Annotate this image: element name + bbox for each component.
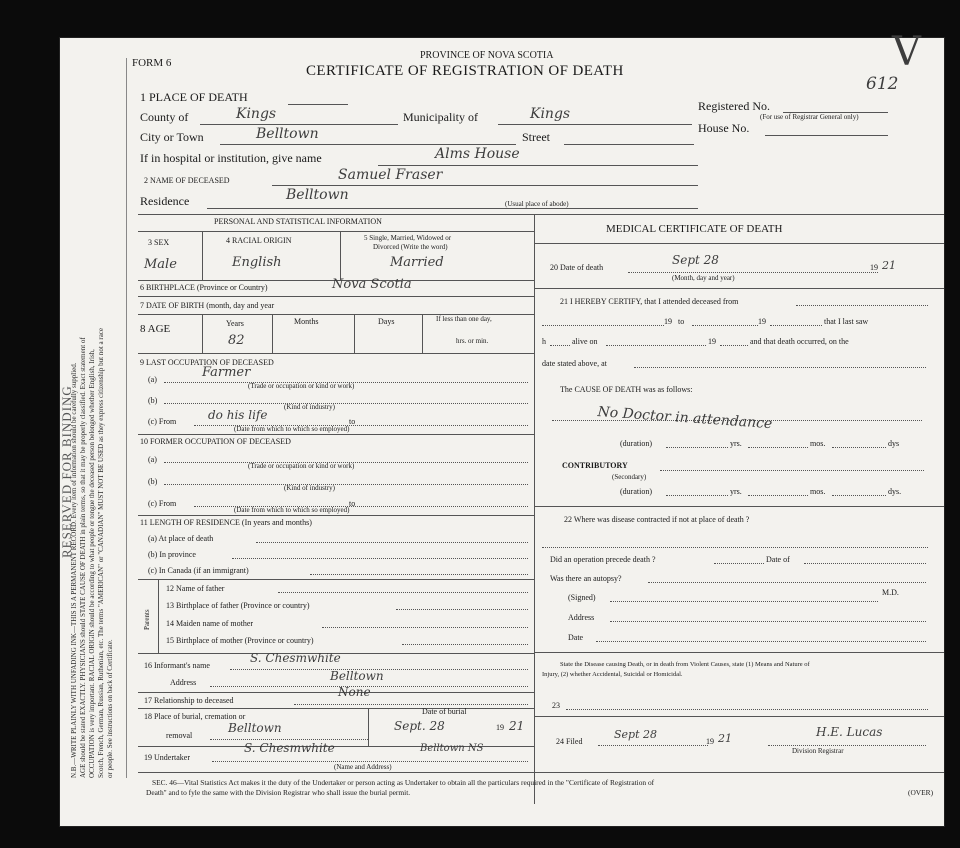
days-label: Days xyxy=(378,317,395,326)
death-certificate xyxy=(59,29,944,826)
check-mark: V xyxy=(892,29,921,75)
autopsy-label: Was there an autopsy? xyxy=(550,574,622,583)
place-line xyxy=(288,104,348,105)
q23-line xyxy=(566,709,928,710)
rule-main xyxy=(138,214,944,215)
sidebar-line-2: AGE should be stated EXACTLY. PHYSICIANS should STATE CAUSE OF DEATH in plain terms, so that it may be properly classified. Exact statement of xyxy=(79,337,87,778)
municipality-value: Kings xyxy=(530,106,571,122)
date-of-line xyxy=(804,563,926,564)
med-address-line xyxy=(610,621,926,622)
rule-q23 xyxy=(534,716,944,717)
rule-medical xyxy=(534,243,944,244)
operation-label: Did an operation precede death ? xyxy=(550,555,656,564)
marital-value: Married xyxy=(390,255,444,270)
mother-bp-line xyxy=(402,644,528,645)
alive-year-line xyxy=(720,345,748,346)
binding-edge xyxy=(126,58,127,778)
focc-b-line xyxy=(164,484,528,485)
cause-value: No Doctor in attendance xyxy=(596,404,773,433)
name-value: Samuel Fraser xyxy=(338,167,443,183)
occ-industry-note: (Kind of industry) xyxy=(284,403,335,411)
house-line xyxy=(765,135,888,136)
focc-employed-note: (Date from which to which so employed) xyxy=(234,506,350,514)
footer-line-2: Death" and to fyle the same with the Division Registrar who shall issue the burial permit. xyxy=(146,788,411,797)
certify-line-2b xyxy=(692,325,758,326)
in-province-line xyxy=(232,558,528,559)
birthplace-value: Nova Scotia xyxy=(332,277,412,292)
burial-place-line xyxy=(210,739,368,740)
rule-personal xyxy=(138,231,534,232)
date-death-year: 21 xyxy=(882,259,896,272)
maiden-line xyxy=(322,627,528,628)
rule-informant xyxy=(138,692,534,693)
rule-footer xyxy=(138,772,944,773)
med-date-label: Date xyxy=(568,633,584,642)
sidebar-line-5: or people. See instructions on back of Certificate. xyxy=(106,639,114,778)
rule-date-death xyxy=(534,288,944,289)
city-line xyxy=(220,144,516,145)
state-note-2: Injury, (2) whether Accidental, Suicidal or Homicidal. xyxy=(542,671,683,678)
sex-value: Male xyxy=(144,257,177,272)
burial-place-value: Belltown xyxy=(228,721,282,735)
county-value: Kings xyxy=(236,106,277,122)
burial-place-label-1: 18 Place of burial, cremation or xyxy=(144,712,246,721)
sex-divider xyxy=(202,231,203,280)
contributory-label: CONTRIBUTORY xyxy=(562,461,628,470)
form-number: FORM 6 xyxy=(132,57,172,69)
contributory-line xyxy=(660,470,924,471)
name-line xyxy=(272,185,698,186)
maiden-name-label: 14 Maiden name of mother xyxy=(166,619,254,628)
street-label: Street xyxy=(522,130,550,144)
relationship-line xyxy=(294,704,528,705)
father-birthplace-label: 13 Birthplace of father (Province or country) xyxy=(166,601,310,610)
registered-note: (For use of Registrar General only) xyxy=(760,113,859,121)
municipality-line xyxy=(498,124,692,125)
alive-on-line xyxy=(606,345,706,346)
residence-value: Belltown xyxy=(286,187,349,203)
marital-label-2: Divorced (Write the word) xyxy=(373,243,448,251)
med-date-line xyxy=(596,641,926,642)
racial-value: English xyxy=(232,255,282,270)
last-occupation-label: 9 LAST OCCUPATION OF DECEASED xyxy=(140,358,274,367)
date-of-label: Date of xyxy=(766,555,790,564)
focc-trade-note: (Trade or occupation or kind or work) xyxy=(248,462,355,470)
yrs-line-1 xyxy=(748,447,808,448)
filed-date-value: Sept 28 xyxy=(614,728,658,741)
q23-label: 23 xyxy=(552,701,560,710)
undertaker-line xyxy=(212,761,528,762)
certificate-title: CERTIFICATE OF REGISTRATION OF DEATH xyxy=(306,63,624,79)
age-divider-2 xyxy=(272,314,273,353)
age-divider-1 xyxy=(202,314,203,353)
place-of-death-label: 1 PLACE OF DEATH xyxy=(140,90,248,104)
months-label: Months xyxy=(294,317,319,326)
footer-line-1: SEC. 46—Vital Statistics Act makes it the duty of the Undertaker or person acting as Undertaker to obtain all the particulars required in the "Certificate of Registration of xyxy=(152,778,655,787)
relationship-label: 17 Relationship to deceased xyxy=(144,696,234,705)
focc-industry-note: (Kind of industry) xyxy=(284,484,335,492)
cause-intro-label: The CAUSE OF DEATH was as follows: xyxy=(560,385,693,394)
certify-19-b: 19 xyxy=(758,317,766,326)
signed-label: (Signed) xyxy=(568,593,596,602)
at-place-label: (a) At place of death xyxy=(148,534,214,543)
yrs-label-2: yrs. xyxy=(730,487,742,496)
date-stated-line xyxy=(634,367,926,368)
filed-label: 24 Filed xyxy=(556,737,583,746)
reserved-binding-label: RESERVED FOR BINDING xyxy=(59,385,74,558)
occ-a: (a) xyxy=(148,375,157,384)
md-label: M.D. xyxy=(882,588,899,597)
burial-date-value: Sept. 28 xyxy=(394,719,445,733)
sidebar-line-3: OCCUPATION is very important. RACIAL ORIGIN should be according to what people or tongue the deceased person belonged whether English, Irish, xyxy=(88,349,96,778)
filed-19: 19 xyxy=(706,737,714,746)
undertaker-label: 19 Undertaker xyxy=(144,753,190,762)
date-death-19: 19 xyxy=(870,263,878,272)
alive-on-label: alive on xyxy=(572,337,598,346)
signed-line xyxy=(610,601,878,602)
duration-label-2: (duration) xyxy=(620,487,652,496)
hospital-value: Alms House xyxy=(435,146,520,162)
duration-label-1: (duration) xyxy=(620,439,652,448)
age-years-value: 82 xyxy=(228,333,245,348)
sex-label: 3 SEX xyxy=(148,238,170,247)
burial-year-value: 21 xyxy=(509,719,525,733)
rule-cause xyxy=(534,506,944,507)
rule-occ xyxy=(138,434,534,435)
city-label: City or Town xyxy=(140,130,204,144)
registered-label: Registered No. xyxy=(698,99,770,113)
less-than-day-2: hrs. or min. xyxy=(456,337,489,345)
mos-label-2: mos. xyxy=(810,487,826,496)
rule-birthplace xyxy=(138,296,534,297)
father-line xyxy=(278,592,528,593)
in-province-label: (b) In province xyxy=(148,550,196,559)
occupation-value: Farmer xyxy=(202,365,251,380)
rule-former xyxy=(138,515,534,516)
father-label: 12 Name of father xyxy=(166,584,225,593)
personal-header: PERSONAL AND STATISTICAL INFORMATION xyxy=(214,217,382,226)
division-registrar-label: Division Registrar xyxy=(792,747,844,755)
length-residence-label: 11 LENGTH OF RESIDENCE (In years and months) xyxy=(140,518,312,527)
occ-employed-note: (Date from which to which so employed) xyxy=(234,425,350,433)
over-label: (OVER) xyxy=(908,788,934,797)
occ-to: to xyxy=(349,417,356,426)
age-divider-4 xyxy=(422,314,423,353)
registrar-line xyxy=(768,745,926,746)
birthplace-label: 6 BIRTHPLACE (Province or Country) xyxy=(140,283,268,292)
yrs-label-1: yrs. xyxy=(730,439,742,448)
racial-divider xyxy=(340,231,341,280)
name-label: 2 NAME OF DECEASED xyxy=(144,176,230,185)
street-line xyxy=(564,144,694,145)
residence-line xyxy=(207,208,698,209)
dob-label: 7 DATE OF BIRTH (month, day and year xyxy=(140,301,275,310)
focc-a: (a) xyxy=(148,455,157,464)
operation-line xyxy=(714,563,764,564)
occ-b: (b) xyxy=(148,396,158,405)
undertaker-note: (Name and Address) xyxy=(334,763,392,771)
certify-line xyxy=(796,305,928,306)
former-occupation-label: 10 FORMER OCCUPATION OF DECEASED xyxy=(140,437,291,446)
autopsy-line xyxy=(648,582,926,583)
dys-label-1: dys xyxy=(888,439,900,448)
province-heading: PROVINCE OF NOVA SCOTIA xyxy=(420,50,554,61)
date-death-note: (Month, day and year) xyxy=(672,274,735,282)
yrs-line-2 xyxy=(748,495,808,496)
certify-line-2c xyxy=(770,325,822,326)
medical-header: MEDICAL CERTIFICATE OF DEATH xyxy=(606,223,783,235)
filed-year-value: 21 xyxy=(718,732,732,745)
years-label: Years xyxy=(226,319,244,328)
county-label: County of xyxy=(140,110,189,124)
marital-label-1: 5 Single, Married, Widowed or xyxy=(364,234,452,242)
med-address-label: Address xyxy=(568,613,595,622)
parents-divider xyxy=(158,579,159,653)
focc-to: to xyxy=(349,499,356,508)
q22-line xyxy=(542,547,928,548)
rule-medical-sign xyxy=(534,652,944,653)
occ-trade-note: (Trade or occupation or kind or work) xyxy=(248,382,355,390)
rule-relationship xyxy=(138,708,534,709)
h-line xyxy=(550,345,570,346)
occ-from-value: do his life xyxy=(208,408,268,422)
burial-year-prefix: 19 xyxy=(496,723,504,732)
mos-line-1 xyxy=(832,447,886,448)
informant-label: 16 Informant's name xyxy=(144,661,210,670)
secondary-note: (Secondary) xyxy=(612,473,647,481)
age-divider-3 xyxy=(354,314,355,353)
focc-b: (b) xyxy=(148,477,158,486)
house-label: House No. xyxy=(698,121,750,135)
burial-date-label: Date of burial xyxy=(422,707,467,716)
municipality-label: Municipality of xyxy=(403,110,478,124)
age-label: 8 AGE xyxy=(140,323,171,335)
certify-to: to xyxy=(678,317,685,326)
hospital-line xyxy=(378,165,698,166)
county-line xyxy=(200,124,398,125)
rule-residence xyxy=(138,579,534,580)
occ-c-from: (c) From xyxy=(148,417,177,426)
certify-line-2a xyxy=(542,325,664,326)
at-place-line xyxy=(256,542,528,543)
less-than-day-1: If less than one day, xyxy=(436,315,492,323)
burial-divider xyxy=(368,708,369,746)
residence-label: Residence xyxy=(140,194,190,208)
date-death-value: Sept 28 xyxy=(672,253,719,267)
sidebar-line-4: Scotch, French, German, Russian, Ruthenian, etc. The terms "AMERICAN" or "CANADIAN" MUST NOT BE USED as they express citizenship but not a race xyxy=(97,327,105,778)
father-bp-line xyxy=(396,609,528,610)
parents-label: Parents xyxy=(143,609,151,630)
inf-address-label: Address xyxy=(170,678,197,687)
burial-place-label-2: removal xyxy=(166,731,193,740)
dys-label-2: dys. xyxy=(888,487,902,496)
death-occurred-label: and that death occurred, on the xyxy=(750,337,849,346)
rule-age xyxy=(138,353,534,354)
undertaker-address-value: Belltown NS xyxy=(420,743,484,754)
alive-19: 19 xyxy=(708,337,716,346)
occ-b-line xyxy=(164,403,528,404)
mos-line-2 xyxy=(832,495,886,496)
registrar-value: H.E. Lucas xyxy=(816,725,883,739)
in-canada-line xyxy=(310,574,528,575)
residence-note: (Usual place of abode) xyxy=(505,200,569,208)
hospital-label: If in hospital or institution, give name xyxy=(140,151,322,165)
certify-label: 21 I HEREBY CERTIFY, that I attended deceased from xyxy=(560,297,739,306)
date-death-line xyxy=(628,272,878,273)
certify-19-a: 19 xyxy=(664,317,672,326)
h-label: h xyxy=(542,337,546,346)
in-canada-label: (c) In Canada (if an immigrant) xyxy=(148,566,249,575)
sidebar-line-1: N.B.—WRITE PLAINLY WITH UNFADING INK—THIS IS A PERMANENT RECORD. Every item of information should be carefully supplied. xyxy=(70,362,78,778)
q22-label: 22 Where was disease contracted if not at place of death ? xyxy=(564,515,750,524)
mother-birthplace-label: 15 Birthplace of mother (Province or country) xyxy=(166,636,314,645)
racial-label: 4 RACIAL ORIGIN xyxy=(226,236,292,245)
file-number: 612 xyxy=(866,74,899,94)
last-saw-label: that I last saw xyxy=(824,317,869,326)
undertaker-value: S. Chesmwhite xyxy=(244,741,335,755)
focc-c-from: (c) From xyxy=(148,499,177,508)
date-stated-label: date stated above, at xyxy=(542,359,607,368)
relationship-value: None xyxy=(338,685,371,699)
date-death-label: 20 Date of death xyxy=(550,263,604,272)
state-note-1: State the Disease causing Death, or in death from Violent Causes, state (1) Means and Nature of xyxy=(560,661,810,668)
mos-label-1: mos. xyxy=(810,439,826,448)
city-value: Belltown xyxy=(256,126,319,142)
duration-line-1 xyxy=(666,447,728,448)
filed-line xyxy=(598,745,708,746)
duration-line-2 xyxy=(666,495,728,496)
informant-address-value: Belltown xyxy=(330,669,384,683)
informant-value: S. Chesmwhite xyxy=(250,651,341,665)
